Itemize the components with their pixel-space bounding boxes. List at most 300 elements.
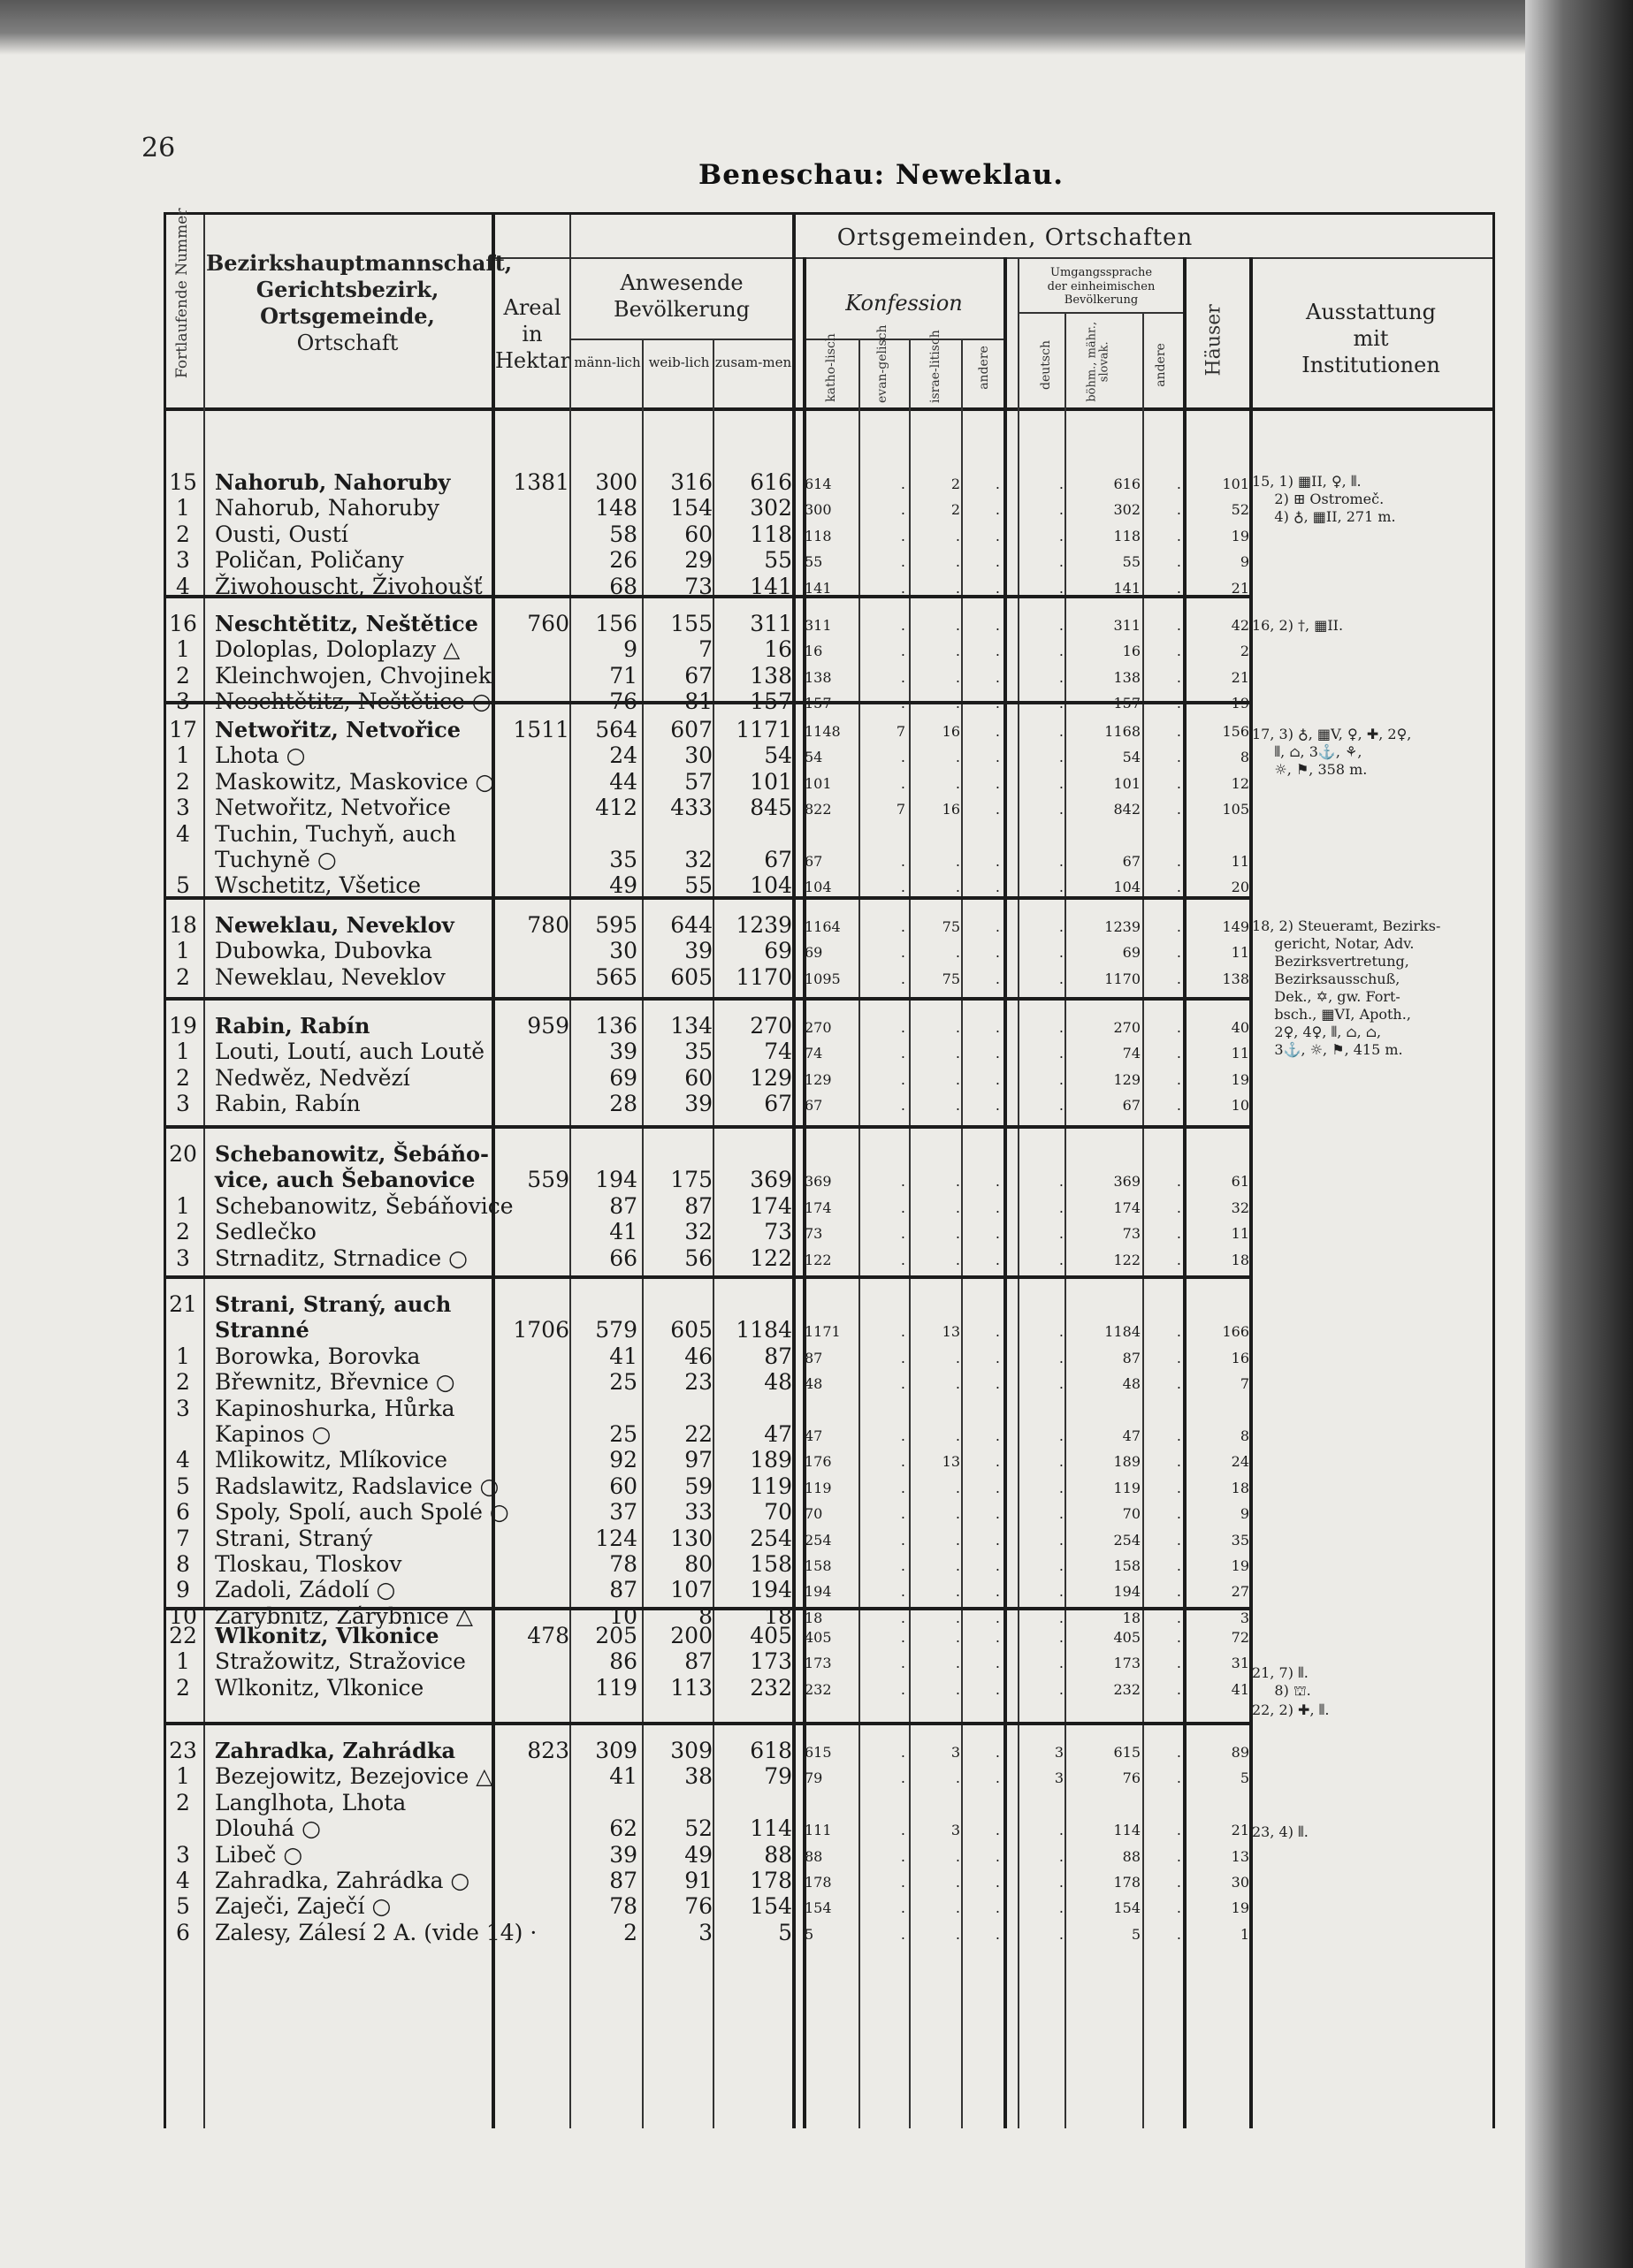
cell-k: 1171 — [805, 1323, 841, 1341]
cell-w: 22 — [684, 1421, 713, 1447]
cell-e: . — [900, 1505, 905, 1523]
cell-b — [1066, 1396, 1141, 1402]
cell-e: . — [900, 970, 905, 987]
cell-b: 55 — [1122, 553, 1141, 571]
cell-i: . — [955, 1199, 960, 1216]
cell-w: 76 — [684, 1893, 713, 1920]
cell-t: 618 — [750, 1738, 792, 1763]
cell-t: 141 — [750, 573, 792, 599]
cell-name: Strnaditz, Strnadice ○ — [215, 1244, 468, 1271]
table-row — [166, 1421, 1492, 1447]
cell-m: 565 — [595, 963, 637, 990]
cell-o — [1144, 1291, 1181, 1298]
cell-t: 616 — [750, 469, 792, 495]
cell-i: . — [955, 1847, 960, 1865]
cell-w: 134 — [670, 1013, 713, 1039]
cell-m: 30 — [609, 938, 637, 964]
cell-e: . — [900, 853, 905, 870]
table-row — [166, 1577, 1492, 1602]
hdr-evangelisch: evan-gelisch — [875, 324, 889, 403]
cell-k: 1164 — [805, 918, 841, 935]
cell-a: . — [995, 774, 1000, 792]
cell-d: . — [1058, 527, 1064, 544]
table-row — [166, 795, 1492, 820]
cell-b — [1066, 1291, 1141, 1298]
cell-a: . — [995, 853, 1000, 870]
cell-d: . — [1058, 1847, 1064, 1865]
cell-w: 607 — [670, 717, 713, 742]
cell-e: . — [900, 695, 905, 712]
cell-a: . — [995, 1769, 1000, 1787]
cell-d: . — [1058, 553, 1064, 571]
cell-b: 74 — [1122, 1045, 1141, 1062]
cell-m: 41 — [609, 1343, 637, 1369]
cell-b: 48 — [1122, 1375, 1141, 1393]
cell-o — [1144, 1396, 1181, 1402]
cell-o — [1144, 821, 1181, 827]
cell-o: . — [1176, 1349, 1181, 1366]
cell-m: 25 — [609, 1421, 637, 1447]
cell-e: . — [900, 1680, 905, 1698]
table-row — [166, 547, 1492, 573]
section-divider — [166, 1125, 1249, 1129]
cell-m: 412 — [595, 795, 637, 821]
cell-e — [861, 1396, 905, 1402]
cell-num: 21 — [169, 1291, 197, 1317]
cell-e: 7 — [896, 801, 905, 818]
cell-w: 80 — [684, 1551, 713, 1577]
table-row — [166, 1790, 1492, 1815]
cell-i: . — [955, 1225, 960, 1243]
cell-b: 129 — [1113, 1070, 1141, 1088]
cell-name: Kleinchwojen, Chvojinek — [215, 662, 492, 689]
cell-e: . — [900, 1744, 905, 1761]
cell-k: 232 — [805, 1680, 832, 1698]
cell-e: . — [900, 553, 905, 571]
cell-k: 67 — [805, 1097, 823, 1115]
cell-name: Zahradka, Zahrádka ○ — [215, 1868, 470, 1893]
cell-t: 405 — [750, 1623, 792, 1648]
cell-i: . — [955, 944, 960, 962]
cell-o: . — [1176, 1925, 1181, 1943]
cell-h — [1187, 1396, 1249, 1402]
cell-name: Bezejowitz, Bezejovice △ — [215, 1763, 493, 1790]
cell-o: . — [1176, 1874, 1181, 1891]
cell-name: Břewnitz, Břevnice ○ — [215, 1369, 455, 1396]
cell-o: . — [1176, 1680, 1181, 1698]
cell-t: 138 — [750, 662, 792, 689]
cell-num: 20 — [169, 1141, 197, 1167]
cell-w: 55 — [684, 872, 713, 899]
cell-h — [1187, 1141, 1249, 1147]
cell-o: . — [1176, 1899, 1181, 1917]
cell-b: 88 — [1122, 1847, 1141, 1865]
cell-k: 141 — [805, 579, 832, 597]
table-row — [166, 1193, 1492, 1219]
cell-a — [965, 1141, 1000, 1147]
cell-a: . — [995, 1680, 1000, 1698]
cell-d: . — [1058, 1822, 1064, 1839]
hdr-umgangssprache: Umgangssprache der einheimischen Bevölkerung — [1047, 266, 1156, 308]
cell-name: Kapinos ○ — [215, 1421, 332, 1447]
cell-d: . — [1058, 801, 1064, 818]
cell-e: . — [900, 1629, 905, 1646]
note-n21: 21, 7) ⫴. 8) ⛫. — [1252, 1664, 1311, 1699]
cell-name: Rabin, Rabín — [215, 1091, 361, 1117]
table-row — [166, 1245, 1492, 1271]
cell-e: . — [900, 1251, 905, 1268]
cell-e: . — [900, 617, 905, 634]
cell-b: 1239 — [1104, 918, 1141, 935]
cell-a: . — [995, 970, 1000, 987]
cell-k: 369 — [805, 1173, 832, 1191]
cell-name: Neweklau, Neveklov — [215, 912, 454, 938]
cell-t: 48 — [764, 1369, 792, 1396]
cell-e: . — [900, 1822, 905, 1839]
cell-k: 69 — [805, 944, 823, 962]
cell-m: 76 — [609, 689, 637, 715]
cell-o: . — [1176, 1531, 1181, 1549]
cell-d: . — [1058, 1019, 1064, 1036]
cell-m: 41 — [609, 1219, 637, 1245]
cell-i: . — [955, 774, 960, 792]
cell-t: 122 — [750, 1244, 792, 1271]
cell-d — [1019, 1396, 1064, 1402]
cell-t: 302 — [750, 495, 792, 521]
cell-d: . — [1058, 695, 1064, 712]
table-row — [166, 1842, 1492, 1868]
cell-d: . — [1058, 1583, 1064, 1601]
cell-i — [911, 1141, 960, 1147]
cell-k: 54 — [805, 749, 823, 766]
cell-h: 35 — [1231, 1531, 1249, 1549]
cell-m: 92 — [609, 1447, 637, 1473]
cell-name: Stranné — [215, 1317, 309, 1343]
cell-t: 101 — [750, 768, 792, 795]
cell-a: . — [995, 723, 1000, 740]
cell-o: . — [1176, 944, 1181, 962]
cell-h — [1187, 1291, 1249, 1298]
cell-m: 124 — [595, 1525, 637, 1551]
cell-o: . — [1176, 1225, 1181, 1243]
cell-w: 35 — [684, 1039, 713, 1065]
cell-i: . — [955, 1251, 960, 1268]
cell-e: . — [900, 774, 905, 792]
cell-m: 300 — [595, 469, 637, 495]
cell-k: 122 — [805, 1251, 832, 1268]
cell-h: 89 — [1231, 1744, 1249, 1761]
cell-m: 26 — [609, 547, 637, 574]
cell-h: 156 — [1222, 723, 1249, 740]
cell-a: . — [995, 1847, 1000, 1865]
cell-t: 74 — [764, 1039, 792, 1065]
cell-o: . — [1176, 1847, 1181, 1865]
cell-area: 1381 — [513, 469, 569, 495]
cell-i: . — [955, 1899, 960, 1917]
cell-h: 19 — [1231, 527, 1249, 544]
cell-i: . — [955, 1769, 960, 1787]
cell-m: 579 — [595, 1317, 637, 1343]
cell-m: 87 — [609, 1868, 637, 1893]
cell-o: . — [1176, 1375, 1181, 1393]
cell-area: 1511 — [513, 717, 569, 742]
cell-i: 13 — [942, 1453, 960, 1471]
cell-a: . — [995, 1199, 1000, 1216]
cell-b: 18 — [1122, 1609, 1141, 1626]
cell-a: . — [995, 1225, 1000, 1243]
cell-b: 254 — [1113, 1531, 1141, 1549]
cell-num: 2 — [176, 662, 190, 689]
cell-i: 2 — [950, 476, 960, 492]
cell-b: 69 — [1122, 944, 1141, 962]
cell-i — [911, 1396, 960, 1402]
cell-o: . — [1176, 723, 1181, 740]
cell-num: 7 — [176, 1525, 190, 1551]
cell-o — [1144, 1141, 1181, 1147]
table-row — [166, 1291, 1492, 1317]
cell-num: 1 — [176, 742, 190, 769]
cell-t: 157 — [750, 689, 792, 715]
cell-k: 158 — [805, 1557, 832, 1574]
cell-k: 119 — [805, 1479, 832, 1496]
cell-k: 111 — [805, 1822, 832, 1839]
cell-i: . — [955, 1925, 960, 1943]
cell-h: 1 — [1240, 1925, 1249, 1943]
cell-h: 10 — [1231, 1097, 1249, 1115]
cell-m: 78 — [609, 1551, 637, 1577]
table-row — [166, 1091, 1492, 1116]
cell-a: . — [995, 1427, 1000, 1444]
cell-m: 136 — [595, 1013, 637, 1039]
cell-o: . — [1176, 617, 1181, 634]
cell-m: 39 — [609, 1841, 637, 1868]
cell-h: 11 — [1231, 853, 1249, 870]
cell-k: 176 — [805, 1453, 832, 1471]
cell-m: 68 — [609, 573, 637, 599]
cell-e: . — [900, 749, 905, 766]
cell-w: 316 — [670, 469, 713, 495]
cell-a: . — [995, 1557, 1000, 1574]
cell-m: 87 — [609, 1192, 637, 1219]
cell-t: 189 — [750, 1447, 792, 1473]
cell-e: . — [900, 643, 905, 660]
cell-e — [861, 1790, 905, 1796]
cell-name: Netwořitz, Netvořice — [215, 717, 462, 742]
hdr-zusammen: zusam-men — [714, 354, 792, 370]
cell-o: . — [1176, 1609, 1181, 1626]
section-divider — [166, 997, 1249, 1001]
cell-m: 49 — [609, 872, 637, 899]
section-divider — [166, 1722, 1249, 1725]
cell-w: 605 — [670, 963, 713, 990]
table-row — [166, 1893, 1492, 1919]
cell-num: 1 — [176, 1763, 190, 1790]
page-title: Beneschau: Neweklau. — [698, 159, 1065, 191]
cell-d: 3 — [1054, 1744, 1064, 1761]
cell-d — [1019, 1141, 1064, 1147]
cell-e: . — [900, 1899, 905, 1917]
cell-i: . — [955, 1349, 960, 1366]
cell-t: 194 — [750, 1577, 792, 1603]
cell-d: . — [1058, 774, 1064, 792]
cell-h: 41 — [1231, 1680, 1249, 1698]
cell-a: . — [995, 879, 1000, 896]
cell-h: 11 — [1231, 944, 1249, 962]
cell-d: . — [1058, 1899, 1064, 1917]
cell-d: . — [1058, 1557, 1064, 1574]
cell-name: Spoly, Spolí, auch Spolé ○ — [215, 1499, 509, 1526]
table-row — [166, 636, 1492, 662]
cell-t: 55 — [764, 547, 792, 574]
cell-d: . — [1058, 1199, 1064, 1216]
cell-a: . — [995, 1349, 1000, 1366]
cell-h — [1187, 1790, 1249, 1796]
cell-i: . — [955, 579, 960, 597]
cell-num: 1 — [176, 1648, 190, 1675]
cell-e: . — [900, 1375, 905, 1393]
cell-e: . — [900, 1557, 905, 1574]
cell-h: 24 — [1231, 1453, 1249, 1471]
cell-a: . — [995, 501, 1000, 519]
cell-w: 154 — [670, 495, 713, 521]
cell-i: . — [955, 853, 960, 870]
cell-name: Dubowka, Dubovka — [215, 938, 432, 964]
cell-num: 1 — [176, 495, 190, 521]
cell-k: 1095 — [805, 970, 841, 987]
cell-b — [1066, 1790, 1141, 1796]
cell-t: 1171 — [736, 717, 792, 742]
cell-a: . — [995, 1097, 1000, 1115]
cell-a: . — [995, 668, 1000, 686]
cell-name: Neschtětitz, Neštětice ○ — [215, 689, 492, 715]
cell-m: 156 — [595, 611, 637, 636]
cell-k: 194 — [805, 1583, 832, 1601]
cell-t: 70 — [764, 1499, 792, 1526]
cell-o: . — [1176, 1769, 1181, 1787]
hdr-ausstattung: Ausstattung mit Institutionen — [1301, 300, 1440, 377]
cell-name: Wschetitz, Všetice — [215, 872, 422, 899]
cell-d — [1019, 1790, 1064, 1796]
cell-d: . — [1058, 723, 1064, 740]
cell-b: 76 — [1122, 1769, 1141, 1787]
cell-w: 33 — [684, 1499, 713, 1526]
cell-t: 173 — [750, 1648, 792, 1675]
cell-d: . — [1058, 944, 1064, 962]
cell-a: . — [995, 695, 1000, 712]
cell-d: . — [1058, 1251, 1064, 1268]
cell-k: 615 — [805, 1744, 832, 1761]
cell-i: . — [955, 1427, 960, 1444]
cell-t: 1239 — [736, 912, 792, 938]
table-row — [166, 1551, 1492, 1577]
cell-d: . — [1058, 853, 1064, 870]
cell-o: . — [1176, 668, 1181, 686]
table-row — [166, 1396, 1492, 1421]
cell-h — [1187, 821, 1249, 827]
cell-m: 87 — [609, 1577, 637, 1603]
hdr-anwesende: Anwesende Bevölkerung — [613, 270, 751, 322]
cell-b: 70 — [1122, 1505, 1141, 1523]
table-row — [166, 1473, 1492, 1499]
cell-w: 60 — [684, 1064, 713, 1091]
table-row — [166, 1317, 1492, 1343]
cell-h: 19 — [1231, 1557, 1249, 1574]
cell-name: vice, auch Šebanovice — [215, 1167, 476, 1193]
hdr-fortlaufende: Fortlaufende Nummer — [173, 208, 191, 378]
cell-w: 7 — [698, 636, 713, 663]
cell-t: 1170 — [736, 963, 792, 990]
cell-a: . — [995, 1070, 1000, 1088]
cell-i: 2 — [950, 501, 960, 519]
cell-d: . — [1058, 1349, 1064, 1366]
cell-name: Tuchin, Tuchyň, auch — [215, 820, 456, 847]
cell-k: 174 — [805, 1199, 832, 1216]
cell-i — [911, 1291, 960, 1298]
cell-name: Zadoli, Zádolí ○ — [215, 1577, 396, 1603]
cell-t: 5 — [778, 1919, 792, 1945]
cell-h: 8 — [1240, 1427, 1249, 1444]
cell-m: 71 — [609, 662, 637, 689]
cell-num: 3 — [176, 1244, 190, 1271]
cell-o: . — [1176, 749, 1181, 766]
cell-name: Neschtětitz, Neštětice — [215, 611, 478, 636]
cell-b: 405 — [1113, 1629, 1141, 1646]
cell-name: Schebanowitz, Šebáňo- — [215, 1141, 490, 1167]
cell-m: 35 — [609, 847, 637, 872]
cell-b: 87 — [1122, 1349, 1141, 1366]
cell-w: 39 — [684, 1091, 713, 1117]
cell-h: 30 — [1231, 1874, 1249, 1891]
table-row — [166, 1499, 1492, 1525]
cell-t: 87 — [764, 1343, 792, 1369]
cell-e: . — [900, 1349, 905, 1366]
cell-e: . — [900, 1453, 905, 1471]
cell-num: 15 — [169, 469, 197, 495]
cell-name: Neweklau, Neveklov — [215, 963, 446, 990]
cell-m: 69 — [609, 1064, 637, 1091]
cell-a: . — [995, 643, 1000, 660]
cell-h: 31 — [1231, 1655, 1249, 1672]
cell-name: Radslawitz, Radslavice ○ — [215, 1473, 500, 1499]
cell-a — [965, 821, 1000, 827]
cell-h: 52 — [1231, 501, 1249, 519]
cell-d: . — [1058, 1323, 1064, 1341]
cell-name: Strani, Straný, auch — [215, 1291, 452, 1317]
cell-m: 10 — [609, 1602, 637, 1629]
cell-h: 3 — [1240, 1609, 1249, 1626]
cell-i: . — [955, 695, 960, 712]
cell-b: 67 — [1122, 1097, 1141, 1115]
cell-e — [861, 1141, 905, 1147]
cell-o: . — [1176, 1173, 1181, 1191]
cell-d: . — [1058, 643, 1064, 660]
cell-t: 69 — [764, 938, 792, 964]
cell-k: 79 — [805, 1769, 823, 1787]
table-row — [166, 1369, 1492, 1395]
cell-d: . — [1058, 617, 1064, 634]
cell-b: 174 — [1113, 1199, 1141, 1216]
cell-d: . — [1058, 1045, 1064, 1062]
cell-a: . — [995, 1045, 1000, 1062]
cell-num: 18 — [169, 912, 197, 938]
cell-b: 615 — [1113, 1744, 1141, 1761]
cell-b: 369 — [1113, 1173, 1141, 1191]
cell-t: 311 — [750, 611, 792, 636]
cell-k — [805, 821, 858, 827]
cell-i: . — [955, 1629, 960, 1646]
cell-i: 16 — [942, 723, 960, 740]
cell-num: 2 — [176, 768, 190, 795]
